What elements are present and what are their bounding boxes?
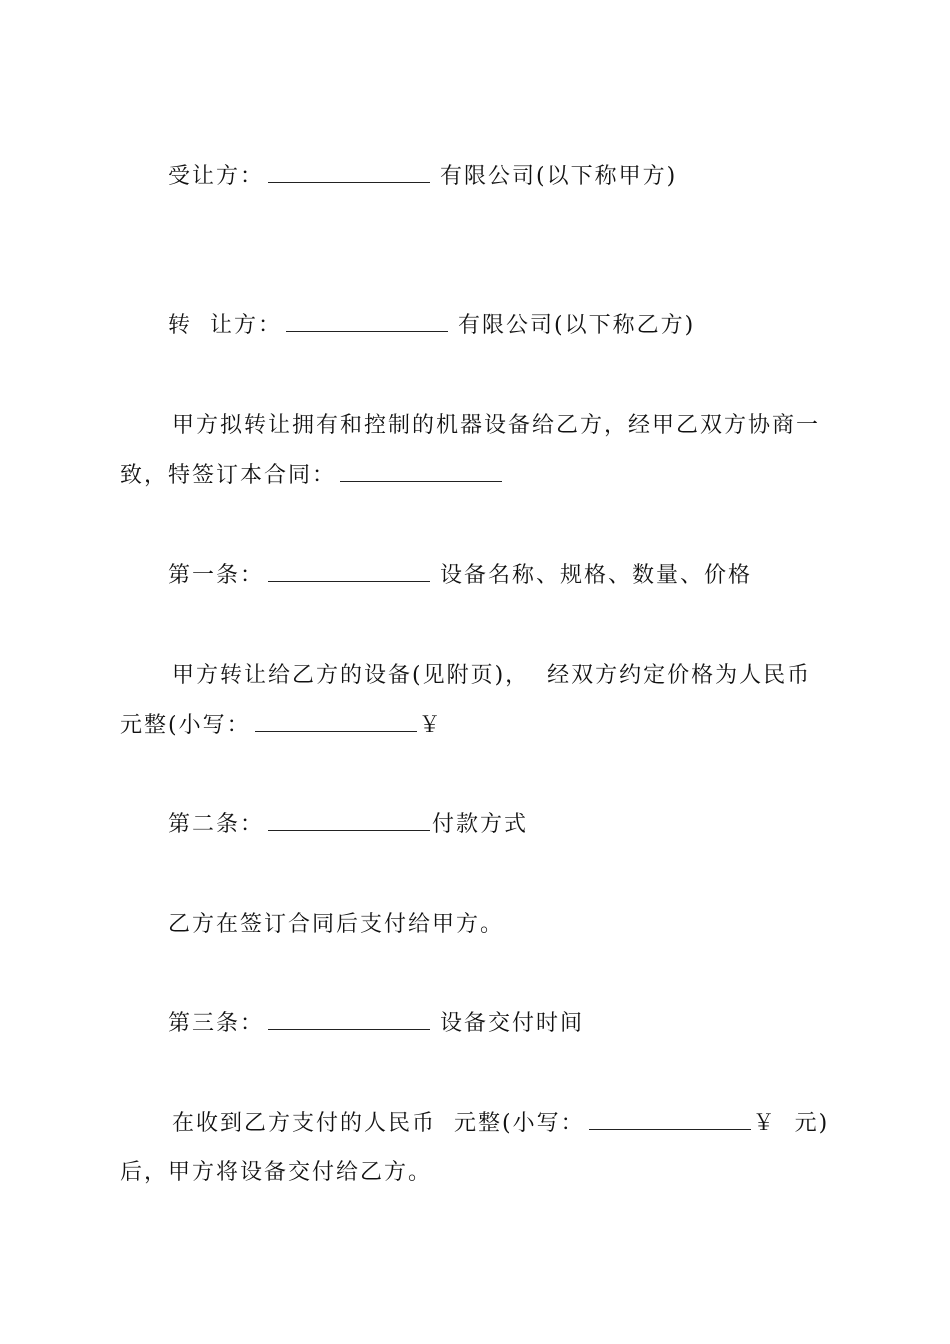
intro-text-1: 甲方拟转让拥有和控制的机器设备给乙方，经甲乙双方协商一 (172, 413, 821, 438)
party-a-label: 受让方： (168, 164, 265, 189)
intro-line-1 (172, 411, 820, 441)
party-b-label: 转 让方： (168, 313, 282, 338)
article-1-label: 第一条： (168, 563, 265, 588)
article-3-amount-suffix: ￥ 元) (752, 1111, 830, 1136)
article-1-body-text: 甲方转让给乙方的设备(见附页)， 经双方约定价格为人民币 (172, 663, 812, 688)
article-3-title: 设备交付时间 (440, 1011, 585, 1036)
article-3-body-line-2 (120, 1158, 432, 1188)
article-1-body-line-1 (172, 661, 811, 691)
article-1-title: 设备名称、规格、数量、价格 (440, 563, 753, 588)
article-3-amount-blank (589, 1109, 751, 1130)
article-1-amount-prefix: 元整(小写： (120, 713, 251, 738)
intro-line-2 (120, 461, 512, 491)
article-3-body-line-1 (172, 1109, 829, 1139)
party-a-suffix: 有限公司(以下称甲方) (440, 164, 678, 189)
party-a-line (168, 162, 677, 192)
article-1-body-line-2 (120, 711, 443, 741)
article-3-label: 第三条： (168, 1011, 265, 1036)
article-2-blank (268, 810, 430, 831)
intro-text-2: 致，特签订本合同： (120, 463, 337, 488)
intro-blank (340, 461, 502, 482)
article-3-heading (168, 1009, 584, 1039)
article-3-body-text: 后，甲方将设备交付给乙方。 (120, 1160, 433, 1185)
article-1-amount-blank (255, 711, 417, 732)
article-2-heading (168, 810, 528, 840)
party-b-blank (286, 311, 448, 332)
article-2-title: 付款方式 (432, 812, 529, 837)
party-b-line (168, 311, 695, 341)
article-1-heading (168, 561, 752, 591)
party-b-suffix: 有限公司(以下称乙方) (458, 313, 696, 338)
article-1-blank (268, 561, 430, 582)
article-1-currency: ￥ (418, 713, 443, 738)
party-a-blank (268, 162, 430, 183)
article-3-amount-prefix: 在收到乙方支付的人民币 元整(小写： (172, 1111, 585, 1136)
article-3-blank (268, 1009, 430, 1030)
article-2-label: 第二条： (168, 812, 265, 837)
article-2-body (168, 910, 504, 940)
article-2-body-text: 乙方在签订合同后支付给甲方。 (168, 912, 505, 937)
